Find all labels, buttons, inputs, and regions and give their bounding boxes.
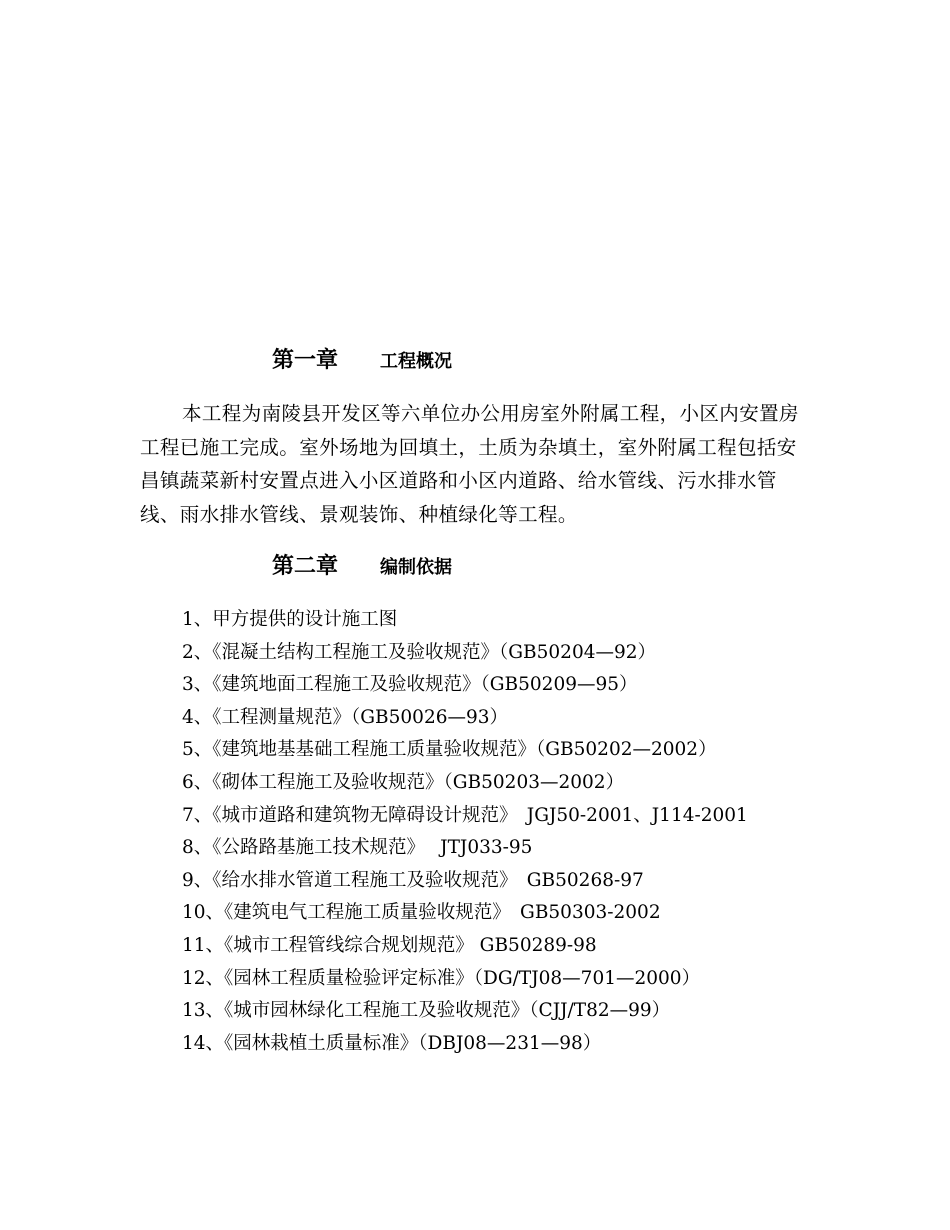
reference-item: 13、《城市园林绿化工程施工及验收规范》（CJJ/T82—99） [182, 1000, 671, 1022]
chapter-2-number: 第二章 [272, 554, 339, 579]
chapter-1-heading [272, 343, 452, 374]
reference-item: 11、《城市工程管线综合规划规范》 GB50289-98 [182, 934, 597, 956]
chapter-2-title: 编制依据 [380, 557, 452, 578]
chapter-1-number: 第一章 [272, 348, 339, 373]
reference-item: 3、《建筑地面工程施工及验收规范》（GB50209—95） [182, 674, 638, 696]
reference-item: 7、《城市道路和建筑物无障碍设计规范》 JGJ50-2001、J114-2001 [182, 804, 748, 826]
reference-list [140, 604, 800, 1060]
reference-item: 2、《混凝土结构工程施工及验收规范》（GB50204—92） [182, 641, 657, 663]
reference-item: 6、《砌体工程施工及验收规范》（GB50203—2002） [182, 771, 625, 793]
reference-item: 9、《给水排水管道工程施工及验收规范》 GB50268-97 [182, 869, 644, 891]
chapter-2-heading [272, 549, 452, 580]
reference-item: 5、《建筑地基基础工程施工质量验收规范》（GB50202—2002） [182, 739, 717, 761]
reference-item: 14、《园林栽植土质量标准》（DBJ08—231—98） [182, 1032, 602, 1054]
reference-item: 8、《公路路基施工技术规范》 JTJ033-95 [182, 837, 533, 859]
reference-item: 4、《工程测量规范》（GB50026—93） [182, 706, 509, 728]
project-overview-paragraph: 本工程为南陵县开发区等六单位办公用房室外附属工程，小区内安置房工程已施工完成。室外场地为回填土，土质为杂填土，室外附属工程包括安昌镇蔬菜新村安置点进入小区道路和小区内道路、给水管线、污水排水管线、雨水排水管线、景观装饰、种植绿化等工程。 [140, 402, 799, 526]
chapter-1-title: 工程概况 [380, 351, 452, 372]
reference-item: 1、甲方提供的设计施工图 [182, 609, 398, 630]
reference-item: 10、《建筑电气工程施工质量验收规范》 GB50303-2002 [182, 902, 661, 924]
reference-item: 12、《园林工程质量检验评定标准》（DG/TJ08—701—2000） [182, 967, 701, 989]
